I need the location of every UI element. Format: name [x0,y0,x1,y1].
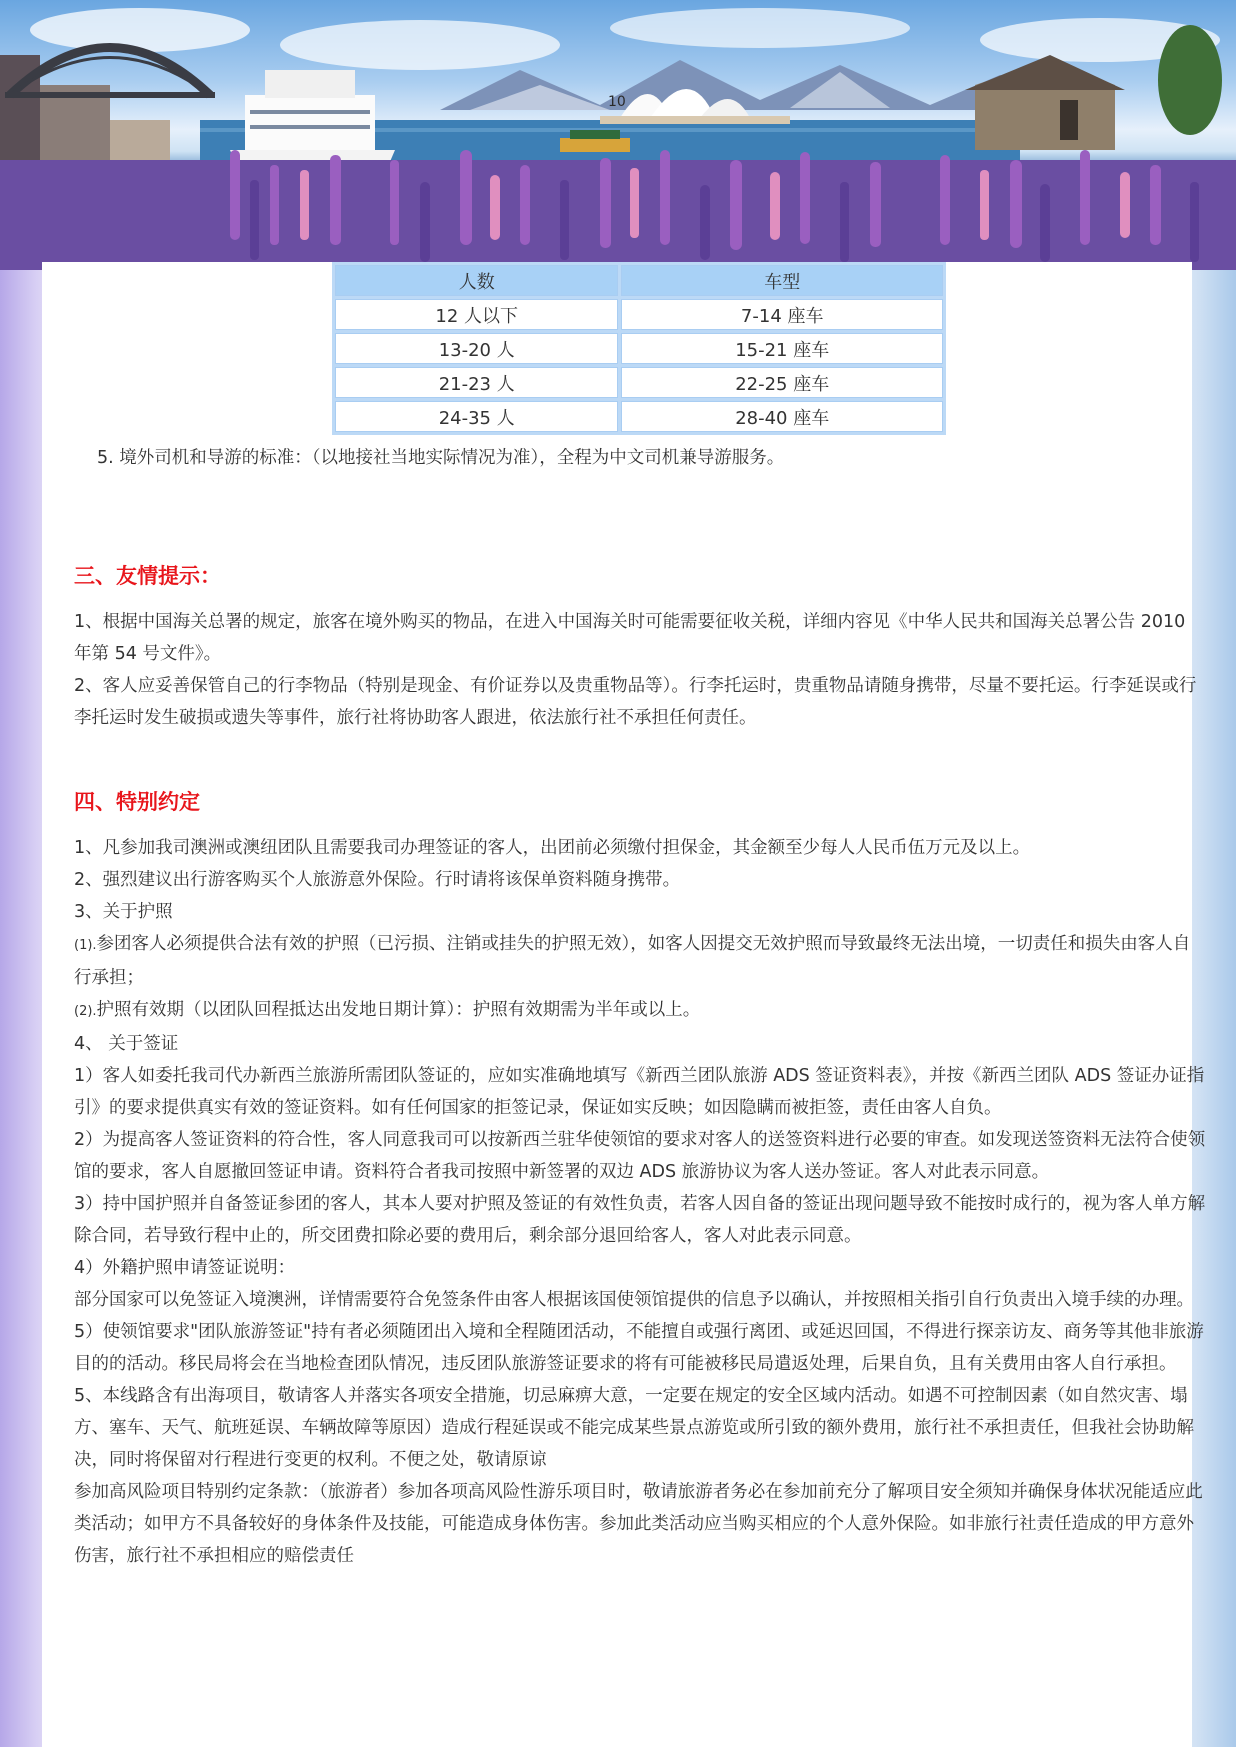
term-paragraph: 参加高风险项目特别约定条款：（旅游者）参加各项高风险性游乐项目时，敬请旅游者务必在参加前充分了解项目安全须知并确保身体状况能适应此类活动；如甲方不具备较好的身体条件及技能，可能造成身体伤害。参加此类活动应当购买相应的个人意外保险。如非旅行社责任造成的甲方意外伤害，旅行社不承担相应的赔偿责任 [74,1482,1203,1566]
term-paragraph: 5、本线路含有出海项目，敬请客人并落实各项安全措施，切忌麻痹大意，一定要在规定的安全区域内活动。如遇不可控制因素（如自然灾害、塌方、塞车、天气、航班延误、车辆故障等原因）造成行程延误或不能完成某些景点游览或所引致的额外费用，旅行社不承担责任，但我社会协助解决，同时将保留对行程进行变更的权利。不便之处，敬请原谅 [74,1386,1194,1470]
term-text: 参团客人必须提供合法有效的护照（已污损、注销或挂失的护照无效），如客人因提交无效护照而导致最终无法出境，一切责任和损失由客人自行承担； [74,934,1191,988]
term-paragraph: 1）客人如委托我司代办新西兰旅游所需团队签证的，应如实准确地填写《新西兰团队旅游 ADS 签证资料表》，并按《新西兰团队 ADS 签证办证指引》的要求提供真实有效的签证资料。如有任何国家的拒签记录，保证如实反映；如因隐瞒而被拒签，责任由客人自负。 [74,1066,1205,1118]
table-cell-vehicle: 15-21 座车 [621,333,943,364]
section-title-special-terms: 四、特别约定 [74,790,200,814]
tips-body [74,606,1206,734]
table-row [335,333,943,364]
table-cell-vehicle: 22-25 座车 [621,367,943,398]
table-cell-people: 12 人以下 [335,299,618,330]
list-marker: (2). [74,1004,97,1019]
tips-item: 1、根据中国海关总署的规定，旅客在境外购买的物品，在进入中国海关时可能需要征收关税，详细内容见《中华人民共和国海关总署公告 2010 年第 54 号文件》。 [74,612,1186,664]
table-row [335,299,943,330]
special-terms-body [74,832,1206,1572]
header-banner-image [0,0,1236,270]
term-paragraph: 4）外籍护照申请签证说明： [74,1258,296,1278]
tips-item: 2、客人应妥善保管自己的行李物品（特别是现金、有价证券以及贵重物品等）。行李托运时，贵重物品请随身携带，尽量不要托运。行李延误或行李托运时发生破损或遗失等事件，旅行社将协助客人跟进，依法旅行社不承担任何责任。 [74,676,1197,728]
table-cell-people: 24-35 人 [335,401,618,432]
table-header-people: 人数 [335,265,618,296]
term-paragraph: 部分国家可以免签证入境澳洲，详情需要符合免签条件由客人根据该国使领馆提供的信息予以确认，并按照相关指引自行负责出入境手续的办理。 [74,1290,1194,1310]
term-paragraph [74,994,1206,1028]
table-header-vehicle: 车型 [621,265,943,296]
term-paragraph: 2、强烈建议出行游客购买个人旅游意外保险。行时请将该保单资料随身携带。 [74,870,681,890]
table-header-row [335,265,943,296]
table-cell-people: 21-23 人 [335,367,618,398]
table-cell-vehicle: 28-40 座车 [621,401,943,432]
table-cell-vehicle: 7-14 座车 [621,299,943,330]
term-paragraph: 4、 关于签证 [74,1034,179,1054]
table-row [335,401,943,432]
table-row [335,367,943,398]
term-paragraph: 1、凡参加我司澳洲或澳纽团队且需要我司办理签证的客人，出团前必须缴付担保金，其金额至少每人人民币伍万元及以上。 [74,838,1031,858]
vehicle-table [332,262,946,435]
content-panel [42,262,1206,1747]
section-title-tips: 三、友情提示： [74,564,221,588]
term-paragraph: 5）使领馆要求"团队旅游签证"持有者必须随团出入境和全程随团活动，不能擅自或强行离团、或延迟回国，不得进行探亲访友、商务等其他非旅游目的的活动。移民局将会在当地检查团队情况，违反团队旅游签证要求的将有可能被移民局遣返处理，后果自负，且有关费用由客人自行承担。 [74,1322,1204,1374]
term-paragraph: 3、关于护照 [74,902,173,922]
term-paragraph [74,928,1206,994]
term-paragraph: 2）为提高客人签证资料的符合性，客人同意我司可以按新西兰驻华使领馆的要求对客人的送签资料进行必要的审查。如发现送签资料无法符合使领馆的要求，客人自愿撤回签证申请。资料符合者我司按照中新签署的双边 ADS 旅游协议为客人送办签证。客人对此表示同意。 [74,1130,1206,1182]
page-number: 10 [608,94,626,110]
driver-guide-note: 5. 境外司机和导游的标准：（以地接社当地实际情况为准），全程为中文司机兼导游服务。 [97,448,785,468]
table-cell-people: 13-20 人 [335,333,618,364]
term-paragraph: 3）持中国护照并自备签证参团的客人，其本人要对护照及签证的有效性负责，若客人因自备的签证出现问题导致不能按时成行的，视为客人单方解除合同，若导致行程中止的，所交团费扣除必要的费用后，剩余部分退回给客人，客人对此表示同意。 [74,1194,1206,1246]
term-text: 护照有效期（以团队回程抵达出发地日期计算）：护照有效期需为半年或以上。 [96,1000,701,1020]
list-marker: (1). [74,938,97,953]
banner-scene [0,0,1236,270]
